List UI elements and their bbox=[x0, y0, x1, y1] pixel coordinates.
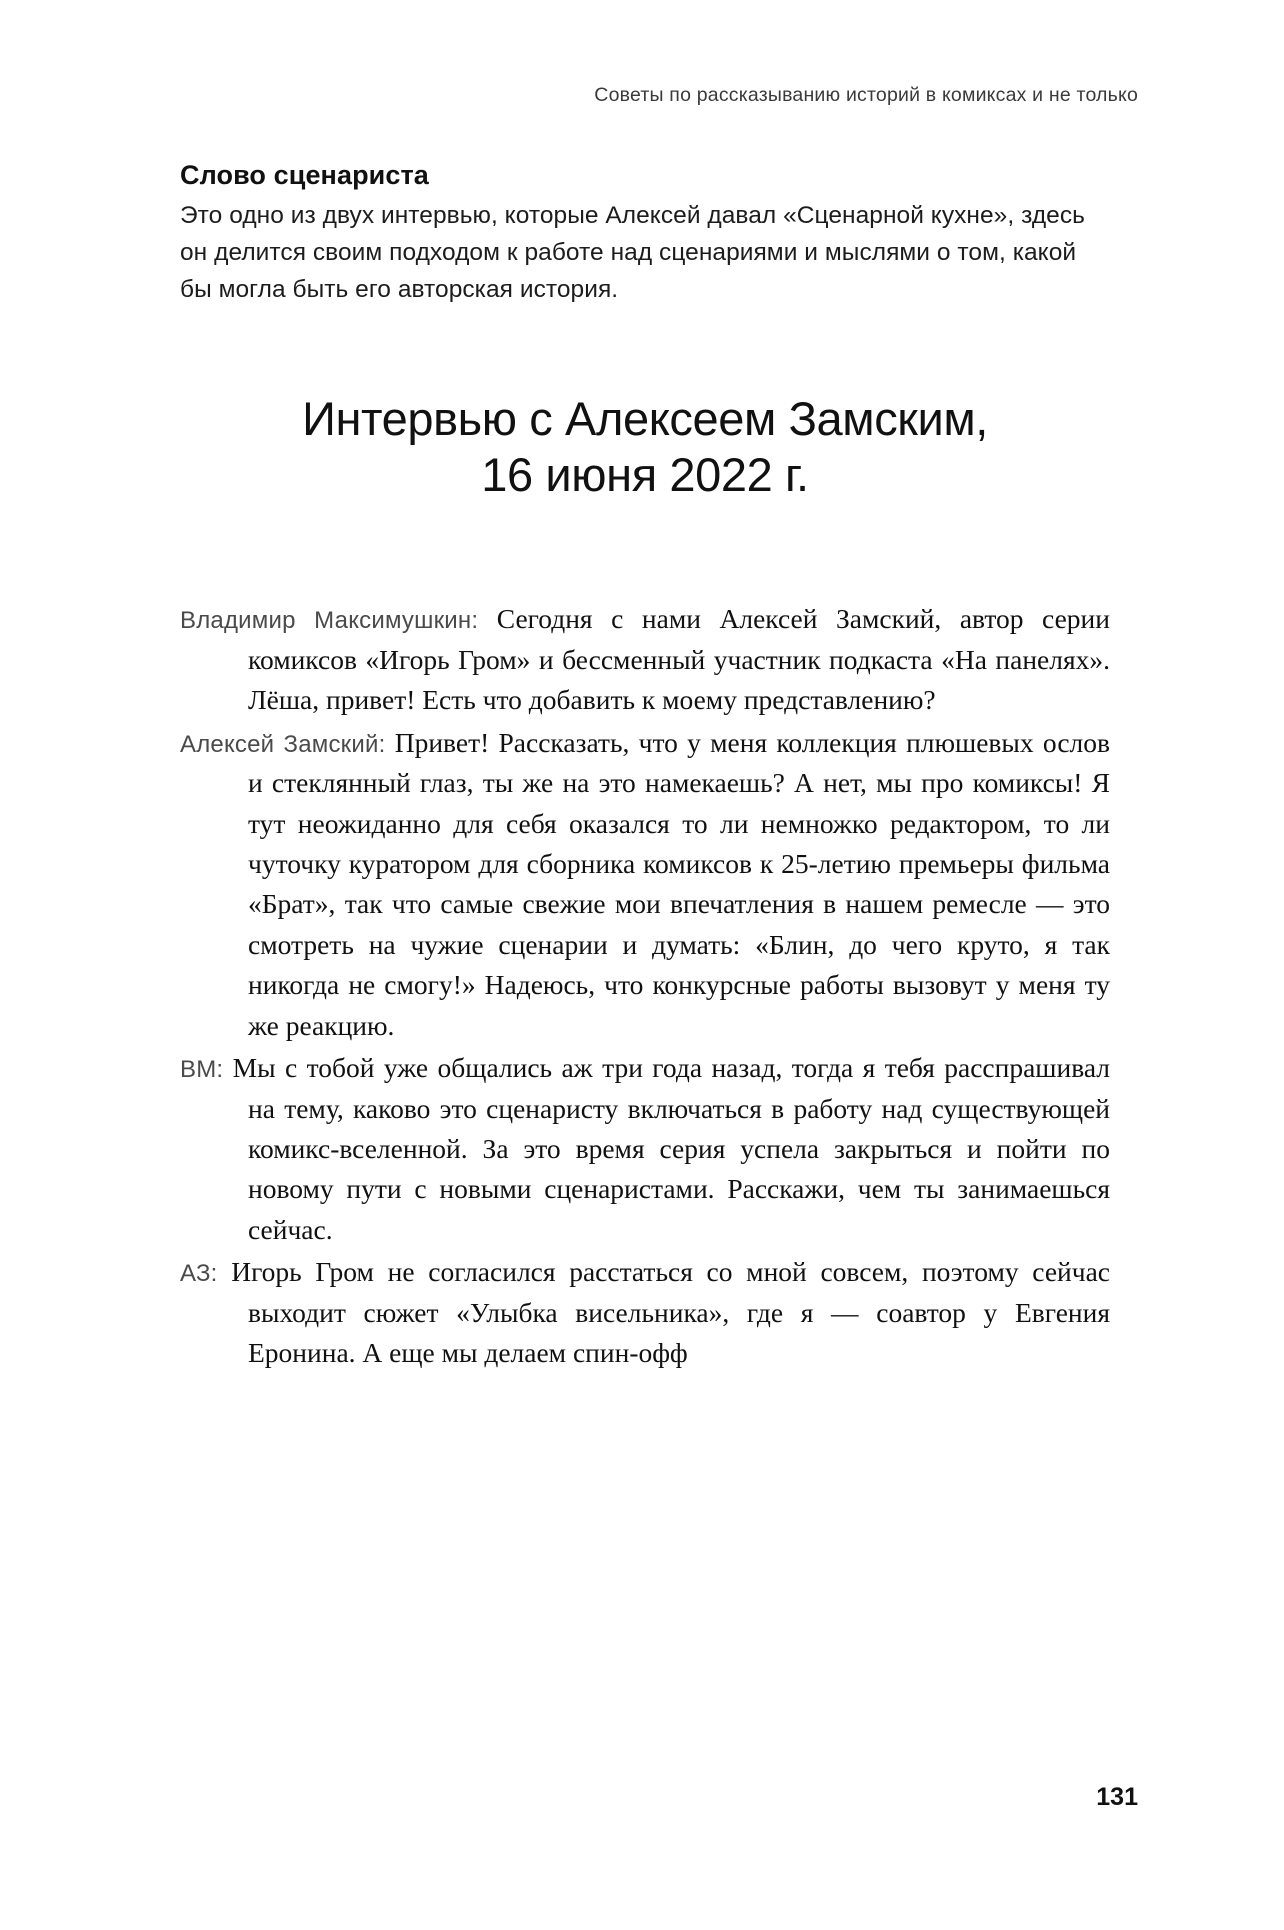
article-headline bbox=[180, 391, 1110, 504]
speaker-label: Алексей Замский: bbox=[180, 730, 386, 758]
page-content bbox=[180, 160, 1110, 1376]
interview-dialogue bbox=[180, 599, 1110, 1373]
dialogue-turn bbox=[180, 1048, 1110, 1250]
headline-line-1: Интервью с Алексеем Замским, bbox=[302, 391, 988, 445]
page-number: 131 bbox=[1096, 1783, 1138, 1811]
dialogue-turn bbox=[180, 599, 1110, 720]
speaker-text: Мы с тобой уже общались аж три года назад, тогда я тебя расспрашивал на тему, каково это сценаристу включаться в работу над существующей комикс-вселенной. За это время серия успела закрыться и пойти по новому пути с новыми сценаристами. Расскажи, чем ты занимаешься сейчас. bbox=[223, 1052, 1110, 1245]
speaker-text: Привет! Рассказать, что у меня коллекция плюшевых ослов и стеклянный глаз, ты же на это намекаешь? А нет, мы про комиксы! Я тут неожиданно для себя оказался то ли немножко редактором, то ли чуточку куратором для сборника комиксов к 25-летию премьеры фильма «Брат», так что самые свежие мои впечатления в нашем ремесле — это смотреть на чужие сценарии и думать: «Блин, до чего круто, я так никогда не смогу!» Надеюсь, что конкурсные работы вызовут у меня ту же реакцию. bbox=[248, 726, 1111, 1041]
dialogue-turn bbox=[180, 1252, 1110, 1373]
speaker-label: Владимир Максимушкин: bbox=[180, 607, 479, 635]
running-head: Советы по рассказыванию историй в комиксах и не только bbox=[594, 84, 1138, 106]
speaker-text: Игорь Гром не согласился расстаться со мной совсем, поэтому сейчас выходит сюжет «Улыбка висельника», где я — соавтор у Евгения Еронина. А еще мы делаем спин-офф bbox=[217, 1256, 1110, 1369]
headline-line-2: 16 июня 2022 г. bbox=[481, 448, 809, 502]
section-title: Слово сценариста bbox=[180, 160, 429, 190]
intro-paragraph: Это одно из двух интервью, которые Алексей давал «Сценарной кухне», здесь он делится своим подходом к работе над сценариями и мыслями о том, какой бы могла быть его авторская история. bbox=[180, 202, 1085, 304]
dialogue-turn bbox=[180, 723, 1110, 1046]
speaker-label: ВМ: bbox=[180, 1056, 224, 1084]
speaker-text: Сегодня с нами Алексей Замский, автор серии комиксов «Игорь Гром» и бессменный участник подкаста «На панелях». Лёша, привет! Есть что добавить к моему представлению? bbox=[248, 603, 1110, 716]
speaker-label: АЗ: bbox=[180, 1260, 218, 1288]
